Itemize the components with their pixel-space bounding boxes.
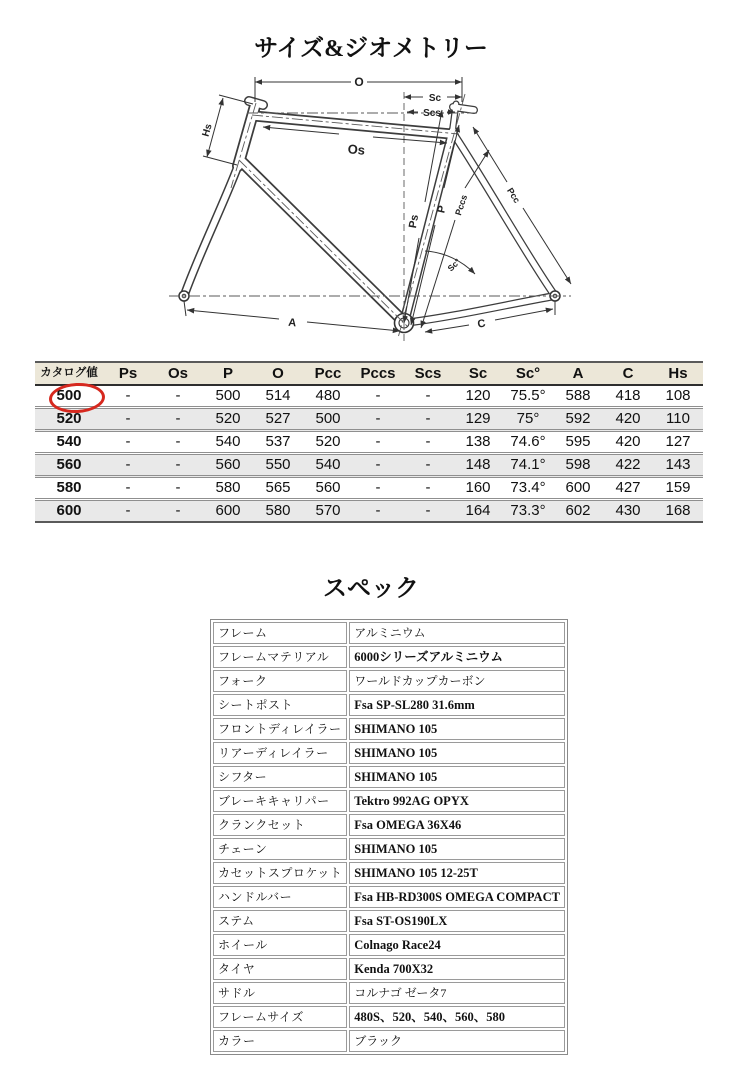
spec-table: [210, 619, 568, 1055]
spec-row: [213, 622, 565, 644]
geometry-cell: 598: [565, 456, 591, 473]
geometry-cell: -: [375, 479, 381, 496]
geometry-cell: -: [125, 479, 131, 496]
spec-row: [213, 934, 565, 956]
geometry-cell: -: [175, 433, 181, 450]
geometry-cell: -: [425, 502, 431, 519]
spec-row: [213, 862, 565, 884]
geometry-cell: -: [425, 410, 431, 427]
spec-value: Tektro 992AG OPYX: [349, 790, 565, 812]
geometry-cell: 540: [56, 433, 82, 450]
geometry-cell: 602: [565, 502, 591, 519]
spec-table-body: [213, 622, 565, 1052]
spec-label: フロントディレイラー: [213, 718, 347, 740]
spec-value: ワールドカップカーボン: [349, 670, 565, 692]
geometry-column-header: Hs: [653, 362, 703, 385]
table-row: [35, 431, 703, 454]
geometry-cell: 540: [215, 433, 241, 450]
geometry-cell: 127: [665, 433, 691, 450]
geometry-cell: 74.6°: [510, 433, 546, 450]
spec-value: SHIMANO 105: [349, 742, 565, 764]
geometry-cell: -: [175, 456, 181, 473]
geometry-table-body: [35, 385, 703, 522]
spec-value: SHIMANO 105 12-25T: [349, 862, 565, 884]
geometry-cell: -: [425, 479, 431, 496]
geometry-cell: 588: [565, 387, 591, 404]
geometry-column-header: Pccs: [353, 362, 403, 385]
spec-row: [213, 958, 565, 980]
spec-label: カラー: [213, 1030, 347, 1052]
dim-label-sc: Sc: [428, 93, 442, 104]
spec-label: フレームサイズ: [213, 1006, 347, 1028]
geometry-cell: 560: [215, 456, 241, 473]
geometry-column-header: Sc: [453, 362, 503, 385]
geometry-cell: 110: [666, 410, 690, 427]
spec-row: [213, 982, 565, 1004]
spec-value: SHIMANO 105: [349, 838, 565, 860]
geometry-cell: -: [375, 387, 381, 404]
geometry-cell: 500: [315, 410, 341, 427]
table-row: [35, 385, 703, 408]
geometry-cell: 520: [215, 410, 241, 427]
geometry-cell: 565: [265, 479, 291, 496]
geometry-cell: 418: [615, 387, 641, 404]
geometry-cell: 520: [56, 410, 82, 427]
spec-row: [213, 670, 565, 692]
dim-label-sc-deg: Sc°: [445, 256, 463, 274]
spec-label: リアーディレイラー: [213, 742, 347, 764]
geometry-cell: 422: [615, 456, 641, 473]
dim-label-o: O: [354, 75, 364, 89]
spec-label: ホイール: [213, 934, 347, 956]
geometry-cell: 143: [665, 456, 691, 473]
spec-value: アルミニウム: [349, 622, 565, 644]
geometry-cell: -: [175, 502, 181, 519]
geometry-cell: 600: [215, 502, 241, 519]
spec-label: クランクセット: [213, 814, 347, 836]
table-row: [35, 477, 703, 500]
spec-row: [213, 742, 565, 764]
geometry-cell: 74.1°: [510, 456, 546, 473]
spec-row: [213, 790, 565, 812]
geometry-cell: -: [125, 410, 131, 427]
geometry-cell: 120: [465, 387, 491, 404]
geometry-cell: 164: [465, 502, 491, 519]
spec-label: ステム: [213, 910, 347, 932]
spec-row: [213, 1030, 565, 1052]
geometry-cell: 108: [665, 387, 691, 404]
table-row: [35, 500, 703, 523]
geometry-section-title: サイズ&ジオメトリー: [254, 36, 488, 62]
geometry-cell: -: [175, 410, 181, 427]
geometry-cell: 159: [665, 479, 691, 496]
geometry-cell: -: [125, 387, 131, 404]
spec-value: Fsa SP-SL280 31.6mm: [349, 694, 565, 716]
spec-label: ブレーキキャリパー: [213, 790, 347, 812]
geometry-cell: -: [375, 410, 381, 427]
spec-label: サドル: [213, 982, 347, 1004]
spec-row: [213, 1006, 565, 1028]
frame-diagram-svg: [159, 70, 584, 362]
spec-value: Fsa ST-OS190LX: [349, 910, 565, 932]
spec-label: ハンドルバー: [213, 886, 347, 908]
geometry-cell: -: [375, 456, 381, 473]
spec-row: [213, 814, 565, 836]
geometry-cell: 520: [315, 433, 341, 450]
geometry-cell: 580: [215, 479, 241, 496]
geometry-column-header: A: [553, 362, 603, 385]
geometry-column-header: Os: [153, 362, 203, 385]
spec-value: SHIMANO 105: [349, 718, 565, 740]
dim-label-hs: Hs: [200, 122, 215, 138]
geometry-cell: -: [125, 456, 131, 473]
table-row: [35, 454, 703, 477]
geometry-cell: 500: [215, 387, 241, 404]
geometry-column-header: カタログ値: [35, 362, 103, 385]
dim-label-scs: Scs: [423, 108, 441, 119]
geometry-cell: -: [125, 502, 131, 519]
dim-label-pccs: Pccs: [453, 193, 470, 217]
spec-label: タイヤ: [213, 958, 347, 980]
geometry-cell: 420: [615, 433, 641, 450]
geometry-cell: 600: [565, 479, 591, 496]
spec-label: フレームマテリアル: [213, 646, 347, 668]
dim-label-pcc: Pcc: [505, 185, 523, 205]
spec-row: [213, 838, 565, 860]
geometry-cell: 427: [615, 479, 641, 496]
frame-hubs: [179, 291, 560, 333]
geometry-column-header: Scs: [403, 362, 453, 385]
geometry-cell: -: [125, 433, 131, 450]
geometry-cell: 514: [265, 387, 291, 404]
geometry-cell: -: [375, 502, 381, 519]
spec-label: シートポスト: [213, 694, 347, 716]
spec-value: Kenda 700X32: [349, 958, 565, 980]
geometry-cell: 560: [56, 456, 82, 473]
geometry-cell: 138: [465, 433, 491, 450]
dim-label-p: P: [435, 204, 449, 215]
geometry-cell: -: [375, 433, 381, 450]
geometry-cell: -: [425, 456, 431, 473]
dim-label-c: C: [476, 317, 487, 331]
geometry-cell: 550: [265, 456, 291, 473]
spec-value: ブラック: [349, 1030, 565, 1052]
geometry-cell: 148: [465, 456, 491, 473]
spec-row: [213, 694, 565, 716]
geometry-cell: 527: [265, 410, 291, 427]
spec-label: フレーム: [213, 622, 347, 644]
dim-label-a: A: [287, 316, 297, 330]
geometry-cell: -: [175, 387, 181, 404]
geometry-cell: 75°: [516, 410, 540, 427]
geometry-cell: 592: [565, 410, 591, 427]
frame-tubes: [184, 101, 555, 323]
geometry-cell: -: [425, 433, 431, 450]
geometry-cell: 430: [615, 502, 641, 519]
spec-row: [213, 886, 565, 908]
spec-value: 480S、520、540、560、580: [349, 1006, 565, 1028]
geometry-column-header: Sc°: [503, 362, 553, 385]
geometry-column-header: C: [603, 362, 653, 385]
frame-geometry-diagram: [159, 70, 584, 362]
spec-value: コルナゴ ゼータ7: [349, 982, 565, 1004]
geometry-cell: 129: [465, 410, 491, 427]
geometry-cell: 570: [315, 502, 341, 519]
geometry-cell: 73.3°: [510, 502, 546, 519]
geometry-cell: 580: [265, 502, 291, 519]
geometry-cell: 595: [565, 433, 591, 450]
geometry-cell: 420: [615, 410, 641, 427]
table-row: [35, 408, 703, 431]
dim-label-ps: Ps: [406, 213, 422, 230]
geometry-cell: 600: [56, 502, 82, 519]
dim-label-os: Os: [347, 141, 366, 158]
spec-value: 6000シリーズアルミニウム: [349, 646, 565, 668]
geometry-cell: 560: [315, 479, 341, 496]
geometry-cell: 580: [56, 479, 82, 496]
geometry-cell: -: [175, 479, 181, 496]
geometry-cell: 537: [265, 433, 291, 450]
spec-section-title: スペック: [323, 576, 419, 602]
geometry-cell: 480: [315, 387, 341, 404]
spec-label: フォーク: [213, 670, 347, 692]
geometry-cell: 73.4°: [510, 479, 546, 496]
geometry-cell: 500: [56, 387, 82, 404]
geometry-column-header: Pcc: [303, 362, 353, 385]
geometry-cell: 540: [315, 456, 341, 473]
geometry-cell: -: [425, 387, 431, 404]
spec-value: Fsa HB-RD300S OMEGA COMPACT: [349, 886, 565, 908]
geometry-column-header: P: [203, 362, 253, 385]
geometry-cell: 75.5°: [510, 387, 546, 404]
spec-value: Fsa OMEGA 36X46: [349, 814, 565, 836]
spec-value: Colnago Race24: [349, 934, 565, 956]
spec-row: [213, 646, 565, 668]
geometry-table-header-row: [35, 362, 703, 385]
geometry-table: [35, 361, 703, 523]
spec-label: シフター: [213, 766, 347, 788]
spec-row: [213, 718, 565, 740]
spec-row: [213, 910, 565, 932]
geometry-column-header: Ps: [103, 362, 153, 385]
spec-value: SHIMANO 105: [349, 766, 565, 788]
spec-label: チェーン: [213, 838, 347, 860]
spec-label: カセットスプロケット: [213, 862, 347, 884]
geometry-cell: 160: [465, 479, 491, 496]
geometry-column-header: O: [253, 362, 303, 385]
spec-row: [213, 766, 565, 788]
geometry-cell: 168: [665, 502, 691, 519]
